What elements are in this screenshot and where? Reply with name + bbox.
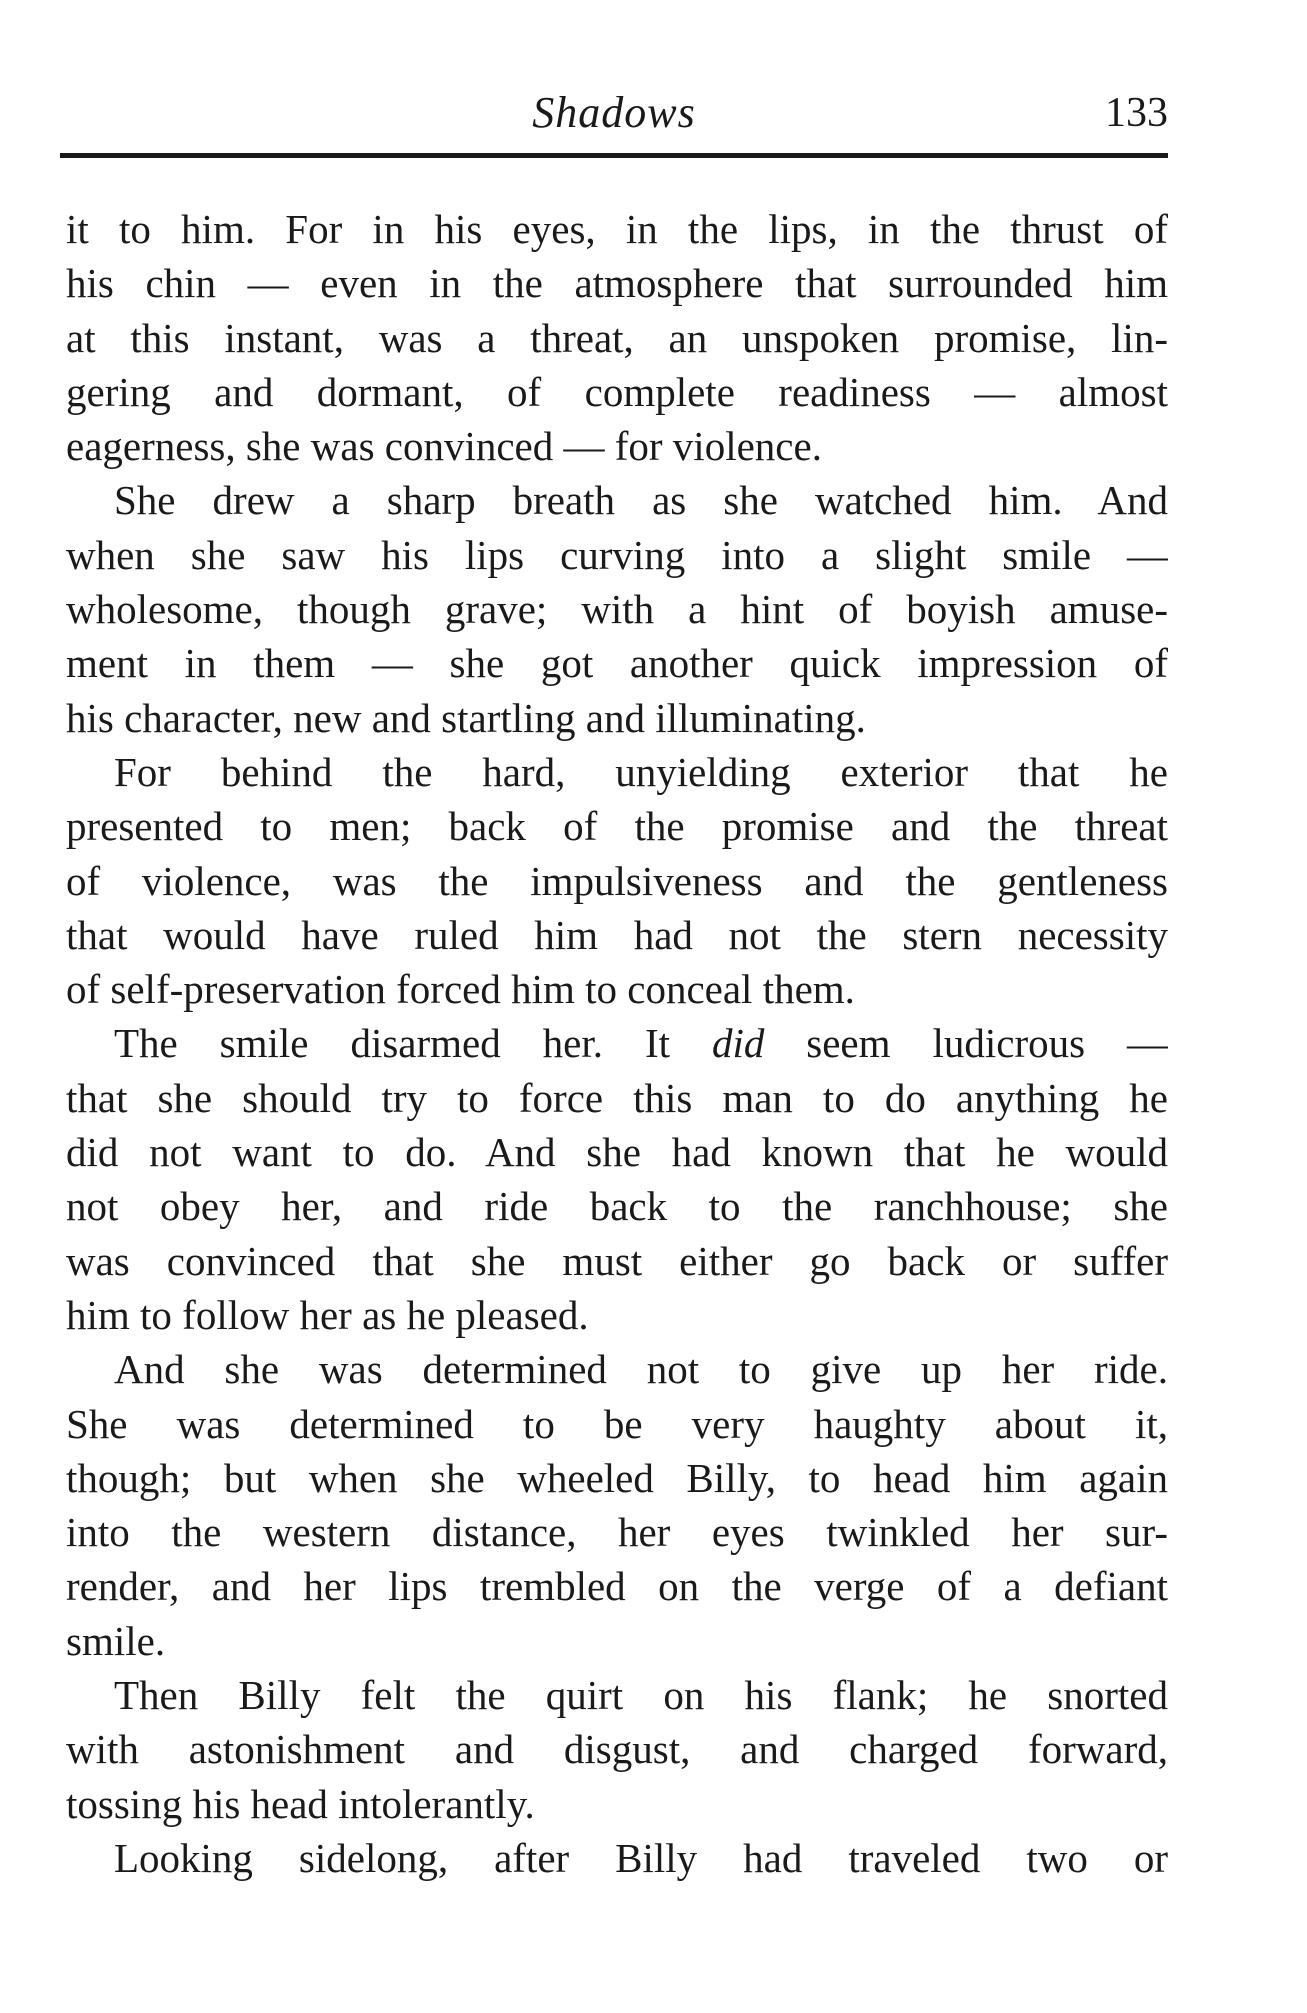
text-line: at this instant, was a threat, an unspoken promise, lin-	[66, 314, 1168, 361]
text-line: into the western distance, her eyes twinkled her sur-	[66, 1509, 1168, 1556]
text-line: smile.	[66, 1617, 166, 1664]
text-line: it to him. For in his eyes, in the lips, in the thrust of	[66, 206, 1168, 252]
text-run: seem ludicrous —	[806, 1020, 1168, 1067]
text-line: presented to men; back of the promise and the threat	[66, 803, 1168, 850]
text-line: render, and her lips trembled on the verge of a defiant	[66, 1563, 1168, 1610]
page-number: 133	[1105, 90, 1168, 136]
text-line: And she was determined not to give up her ride.	[114, 1346, 1168, 1393]
text-line: She drew a sharp breath as she watched him. And	[114, 477, 1168, 524]
text-line: his chin — even in the atmosphere that surrounded him	[66, 260, 1168, 307]
text-line: Then Billy felt the quirt on his flank; he snorted	[114, 1672, 1168, 1719]
body-text	[66, 202, 1168, 1885]
page-header	[60, 88, 1168, 148]
text-line: She was determined to be very haughty about it,	[66, 1400, 1168, 1447]
text-line: did not want to do. And she had known that he would	[66, 1129, 1168, 1176]
text-line: that she should try to force this man to do anything he	[66, 1074, 1168, 1121]
text-line: was convinced that she must either go back or suffer	[66, 1237, 1168, 1284]
text-line: eagerness, she was convinced — for violence.	[66, 423, 822, 470]
text-line: not obey her, and ride back to the ranchhouse; she	[66, 1183, 1168, 1230]
text-line: tossing his head intolerantly.	[66, 1780, 535, 1827]
text-line: his character, new and startling and illuminating.	[66, 694, 866, 741]
text-line: though; but when she wheeled Billy, to head him again	[66, 1454, 1168, 1501]
text-line: ment in them — she got another quick impression of	[66, 640, 1168, 687]
running-title: Shadows	[532, 88, 696, 137]
text-line: with astonishment and disgust, and charged forward,	[66, 1726, 1168, 1773]
text-line: wholesome, though grave; with a hint of boyish amuse-	[66, 586, 1168, 633]
header-rule	[60, 153, 1168, 158]
text-line: Looking sidelong, after Billy had traveled two or	[114, 1834, 1168, 1881]
italic-word: did	[711, 1020, 765, 1067]
text-line: gering and dormant, of complete readiness — almost	[66, 368, 1168, 415]
text-run: The smile disarmed her. It	[114, 1020, 670, 1067]
text-line: him to follow her as he pleased.	[66, 1291, 589, 1338]
text-line: when she saw his lips curving into a slight smile —	[66, 531, 1168, 578]
text-line: of violence, was the impulsiveness and the gentleness	[66, 857, 1168, 904]
text-line: that would have ruled him had not the stern necessity	[66, 911, 1168, 958]
text-line: of self-preservation forced him to conceal them.	[66, 966, 855, 1013]
text-line	[66, 1016, 1168, 1070]
text-line: For behind the hard, unyielding exterior that he	[114, 748, 1168, 795]
